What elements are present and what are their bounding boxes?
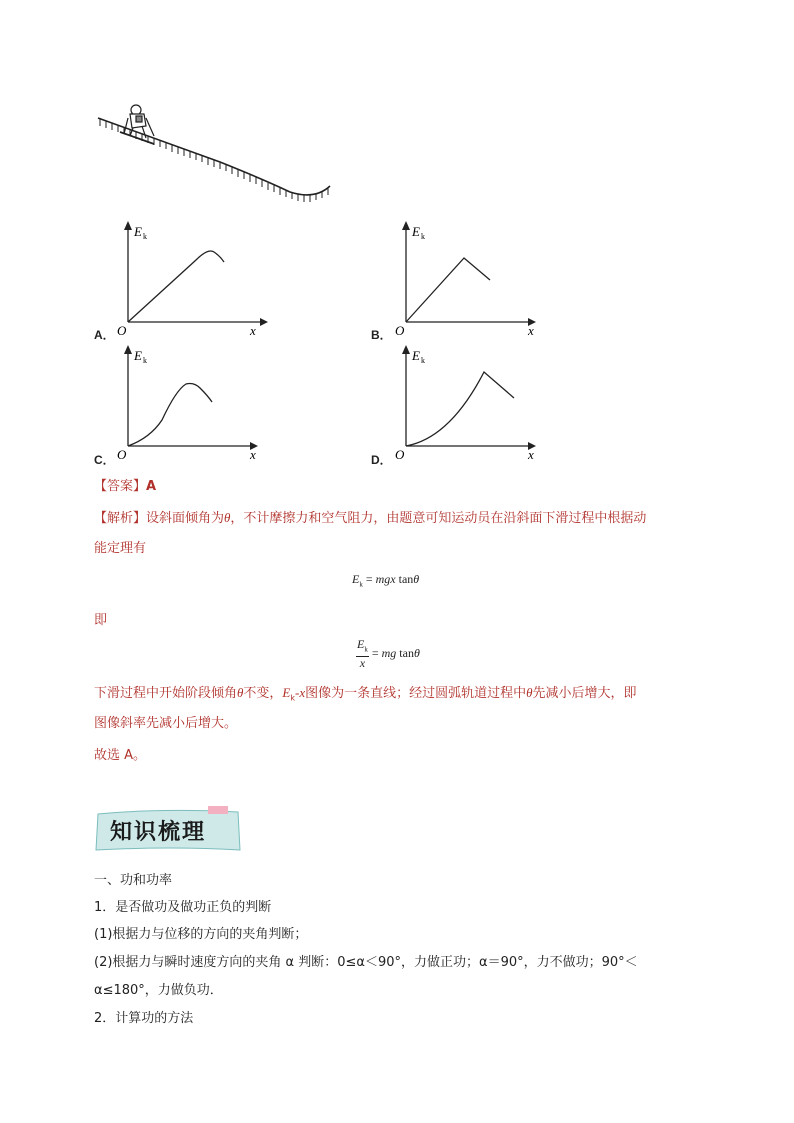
graph-b-curve [406,258,490,322]
analysis-line-4: 图像斜率先减小后增大。 [94,716,238,731]
formula-2: $\frac{E_k}{x}$ = mg tanθ [357,637,420,671]
graph-d-xlabel: x [528,447,534,462]
section-banner [92,806,244,854]
graph-c [90,342,270,464]
graph-a-ylabel: E [134,224,142,239]
graph-c-xlabel: x [250,447,256,462]
analysis-ji: 即 [94,613,108,628]
option-c-label: C． [94,453,115,467]
banner-tab-icon [208,806,228,814]
graph-a-curve [128,251,224,322]
analysis-tag: 【解析】 [94,511,147,526]
banner-title: 知识梳理 [110,819,207,845]
graph-b-ysub: k [421,232,425,241]
graph-a-xlabel: x [250,323,256,338]
graph-b-ylabel: E [412,224,420,239]
knowledge-para-3: α≤180°，力做负功． [94,983,223,998]
option-a-label: A． [94,328,115,342]
graph-b [368,218,548,340]
graph-a-origin: O [117,323,127,338]
skier-slope-figure [90,100,340,210]
graph-d-curve [406,372,514,446]
analysis-line-3: 下滑过程中开始阶段倾角θ不变，$E_k-x$图像为一条直线；经过圆弧轨道过程中θ先减小后增大，即 [94,685,637,703]
knowledge-heading-3: 2．计算功的方法 [94,1011,194,1026]
graph-c-ylabel: E [134,348,142,363]
graph-d-origin: O [395,447,405,462]
answer-value: A [146,479,157,494]
graph-d-ysub: k [421,356,425,365]
knowledge-para-1: (1)根据力与位移的方向的夹角判断； [94,927,308,942]
skier-icon [120,105,154,144]
knowledge-heading-2: 1．是否做功及做功正负的判断 [94,900,272,915]
knowledge-heading-1: 一、功和功率 [94,873,173,888]
graph-c-origin: O [117,447,127,462]
formula-1: $E_k$ = mgx tanθ [352,572,420,589]
graph-a [90,218,270,340]
answer-line [94,474,156,500]
option-b-label: B． [371,328,392,342]
analysis-line-2: 能定理有 [94,541,147,556]
graph-d-ylabel: E [412,348,420,363]
graph-a-ysub: k [143,232,147,241]
analysis-line-1: 【解析】设斜面倾角为θ，不计摩擦力和空气阻力，由题意可知运动员在沿斜面下滑过程中根据动 [94,510,647,526]
analysis-line-5: 故选 A。 [94,748,147,763]
answer-tag: 【答案】 [94,479,147,494]
graph-b-xlabel: x [528,323,534,338]
graph-c-curve [128,384,212,447]
option-d-label: D． [371,453,392,467]
graph-d [368,342,548,464]
graph-b-origin: O [395,323,405,338]
graph-c-ysub: k [143,356,147,365]
knowledge-para-2: (2)根据力与瞬时速度方向的夹角 α 判断：0≤α＜90°，力做正功；α＝90°，力不做功；90°＜ [94,955,638,970]
